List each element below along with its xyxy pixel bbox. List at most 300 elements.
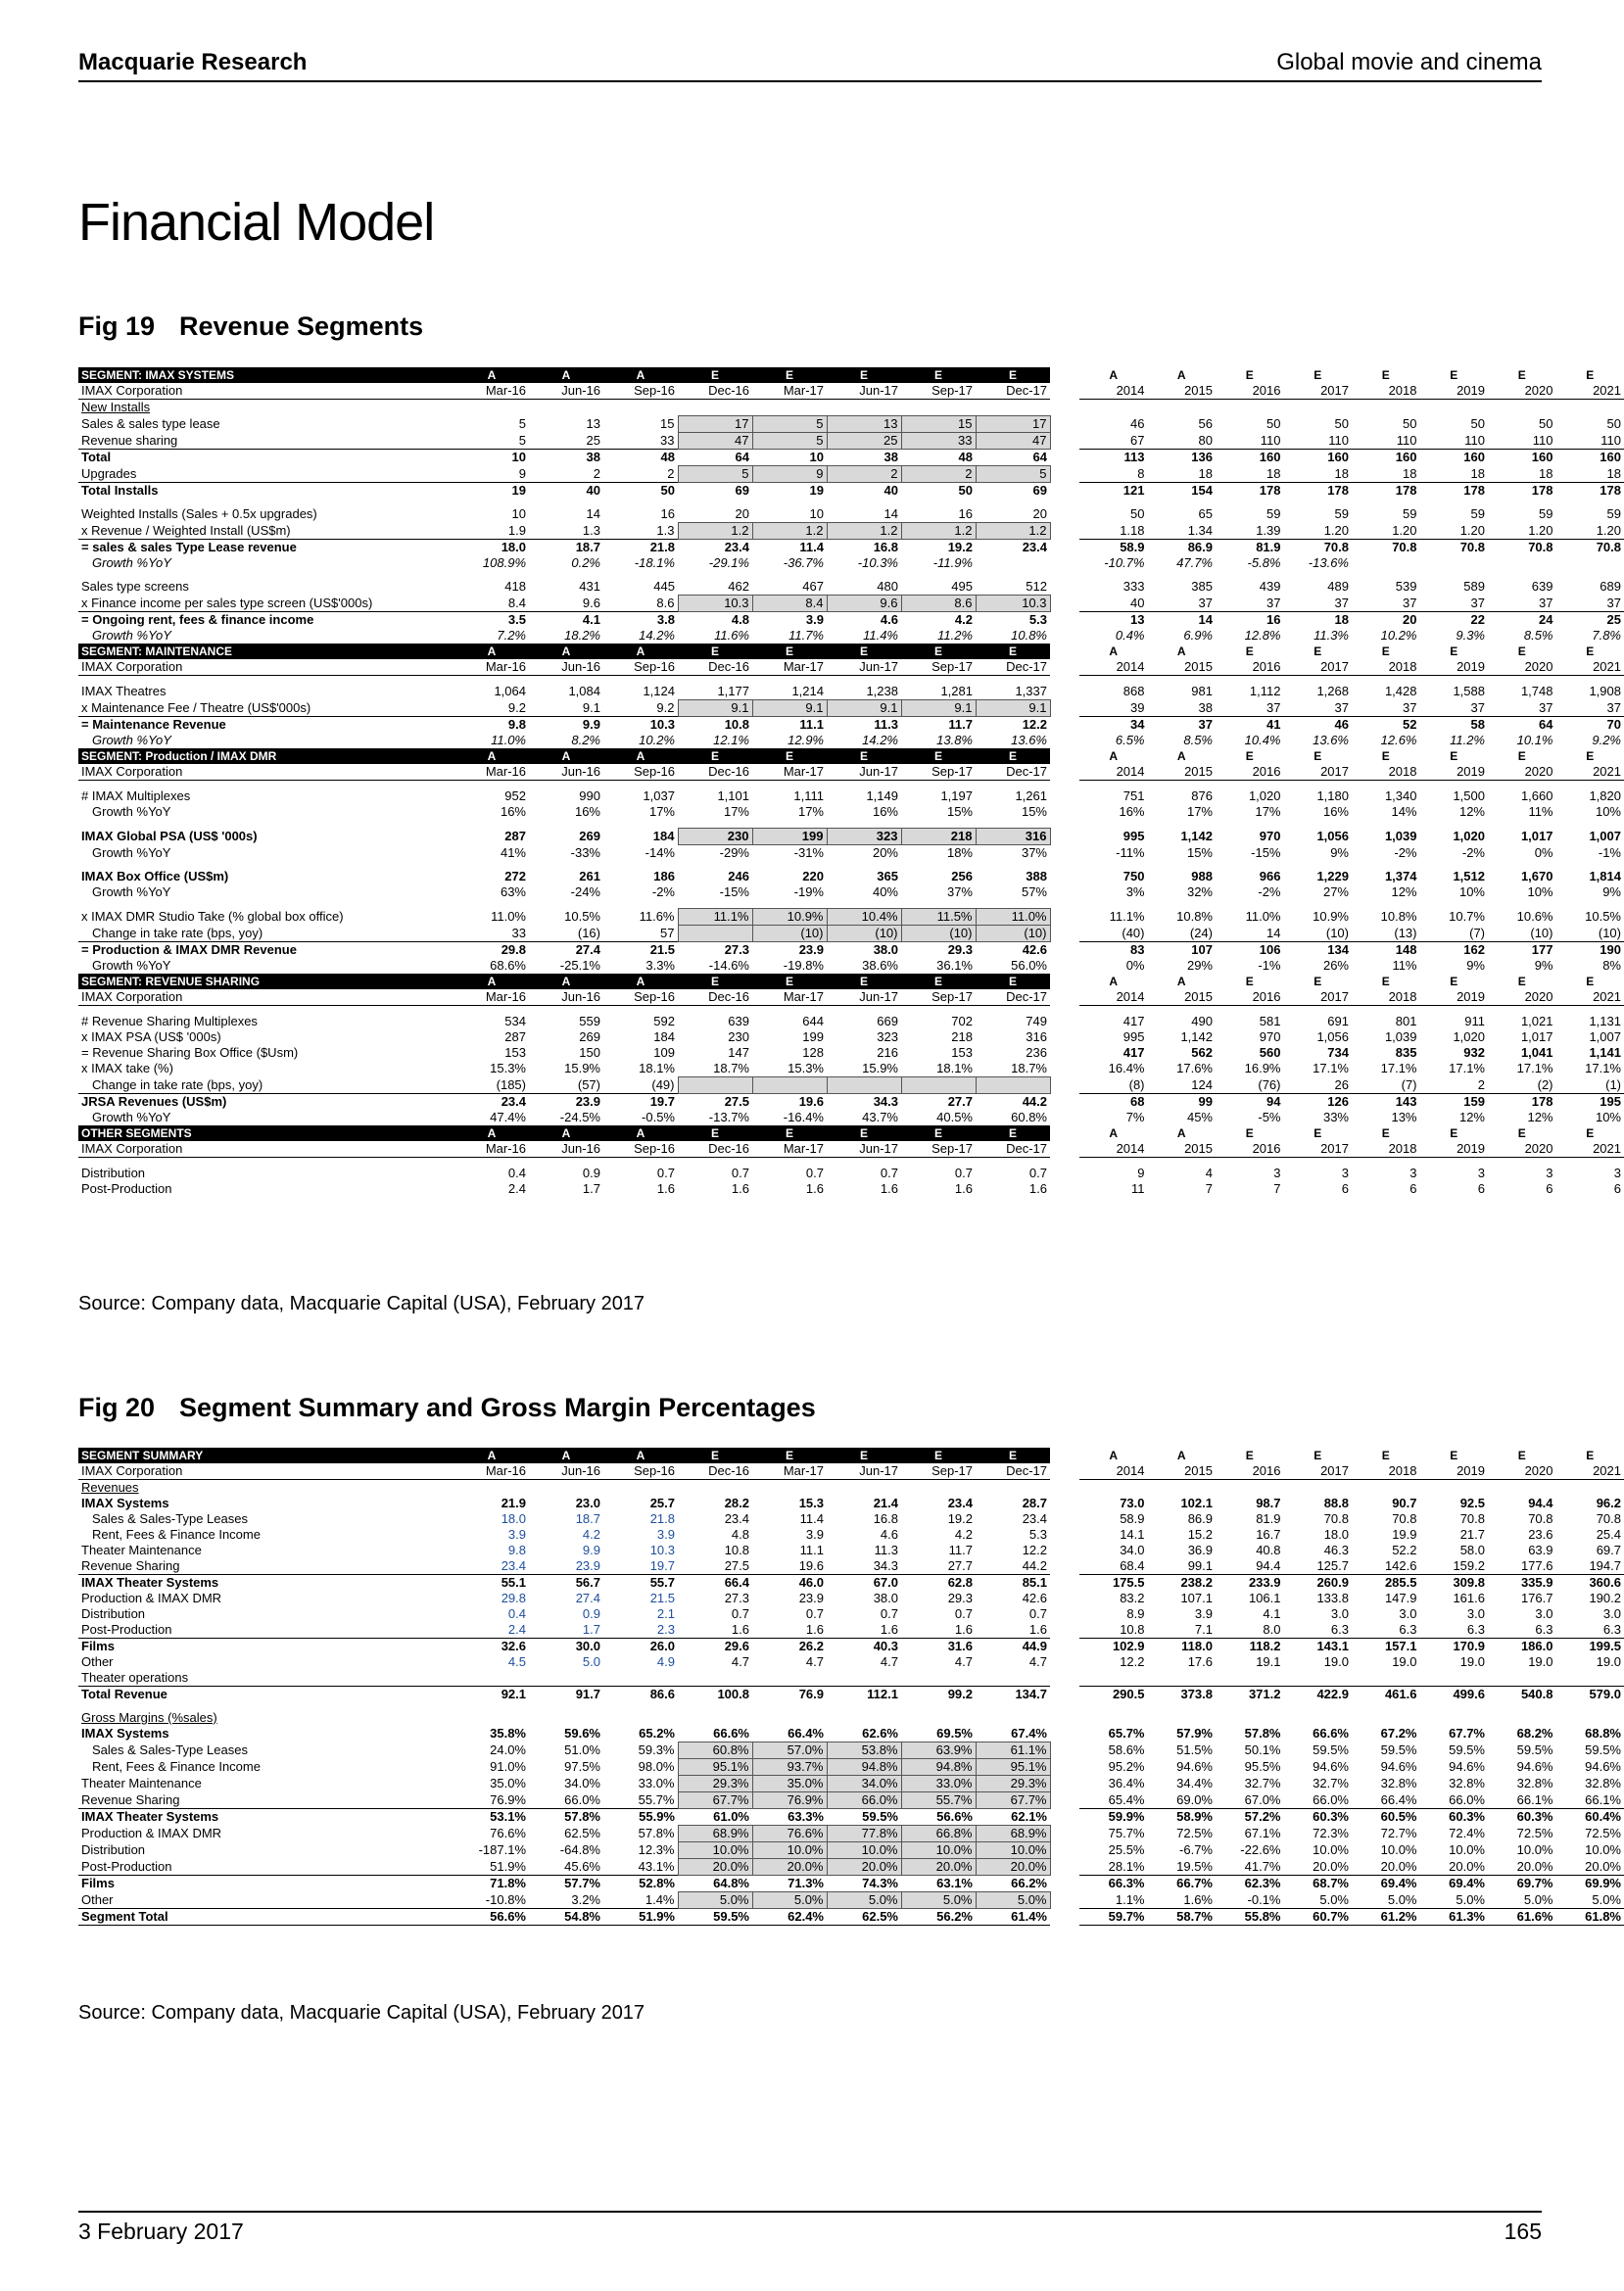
- row-label: Growth %YoY: [92, 1110, 171, 1124]
- year-value: 3%: [1125, 884, 1145, 899]
- quarter-value: (185): [496, 1076, 526, 1092]
- quarter-flag: A: [529, 1448, 603, 1463]
- quarter-value: 644: [802, 1014, 824, 1028]
- quarter-value: [752, 1480, 827, 1497]
- column-gap: [1050, 974, 1079, 989]
- quarter-header: Mar-16: [454, 989, 529, 1006]
- year-value: (24): [1189, 925, 1213, 940]
- quarter-value: 5: [518, 432, 526, 448]
- column-gap: [1050, 1125, 1079, 1141]
- year-header: 2016: [1216, 383, 1284, 400]
- year-value: 1,007: [1589, 829, 1621, 843]
- year-value: 14%: [1391, 804, 1417, 819]
- year-value: 3: [1409, 1166, 1417, 1180]
- year-value: [1284, 1670, 1353, 1687]
- year-value: 70.8: [1596, 1511, 1621, 1526]
- year-value: 10.0%: [1380, 1842, 1417, 1857]
- quarter-value: 69: [678, 483, 752, 500]
- year-flag: E: [1352, 748, 1420, 764]
- quarter-value: 16.8: [873, 1511, 898, 1526]
- table-row: [78, 1876, 1624, 1892]
- quarter-value: 34.3: [873, 1558, 898, 1573]
- year-value: [1352, 555, 1420, 571]
- year-value: 106: [1216, 942, 1284, 959]
- year-value: 51.5%: [1176, 1742, 1213, 1757]
- year-value: 9%: [1602, 884, 1621, 899]
- quarter-value: 11.0%: [976, 909, 1050, 926]
- quarter-value: 1.6: [954, 1622, 973, 1637]
- quarter-value: 25.7: [649, 1496, 675, 1510]
- year-value: 70.8: [1556, 540, 1624, 556]
- year-value: 20.0%: [1380, 1858, 1417, 1874]
- year-value: 579.0: [1556, 1687, 1624, 1703]
- quarter-value: 57.8%: [638, 1826, 675, 1840]
- quarter-value: 66.0%: [564, 1791, 600, 1807]
- quarter-value: 17%: [797, 804, 824, 819]
- table-row: [78, 483, 1624, 500]
- quarter-value: 36.1%: [936, 958, 973, 973]
- page-header: [78, 47, 1542, 82]
- quarter-flag: A: [529, 1125, 603, 1141]
- year-value: 154: [1148, 483, 1217, 500]
- quarter-value: 10.8: [724, 1543, 749, 1557]
- quarter-flag: A: [529, 748, 603, 764]
- quarter-value: 37%: [946, 884, 973, 899]
- year-value: 96.2: [1596, 1496, 1621, 1510]
- table-row: [78, 1670, 1624, 1687]
- year-value: 1,229: [1316, 869, 1349, 883]
- quarter-flag: E: [678, 974, 752, 989]
- quarter-value: 10.8%: [1011, 628, 1047, 643]
- year-value: 69.7: [1596, 1543, 1621, 1557]
- table-row: [78, 1742, 1624, 1759]
- quarter-value: 1.6: [805, 1622, 824, 1637]
- year-value: -1%: [1598, 844, 1621, 860]
- quarter-flag: A: [529, 367, 603, 383]
- year-value: 5.0%: [1319, 1891, 1349, 1907]
- year-value: 1,007: [1589, 1029, 1621, 1044]
- year-value: -15%: [1251, 844, 1281, 860]
- column-gap: [1050, 1639, 1079, 1655]
- year-header: 2018: [1352, 1463, 1420, 1480]
- quarter-value: 495: [951, 579, 973, 594]
- year-value: 186.0: [1488, 1639, 1556, 1655]
- year-value: 59.7%: [1079, 1909, 1148, 1926]
- quarter-value: 11.6%: [639, 909, 675, 924]
- year-value: [1216, 400, 1284, 416]
- quarter-value: 33: [901, 433, 976, 450]
- spacer: [78, 676, 1624, 685]
- column-gap: [1050, 400, 1079, 416]
- segment-summary-table: [78, 1448, 1624, 1926]
- quarter-value: 269: [579, 829, 600, 843]
- quarter-value: 8.4: [507, 595, 526, 610]
- column-gap: [1050, 1859, 1079, 1876]
- spacer: [78, 1158, 1624, 1167]
- quarter-value: 61.4%: [976, 1909, 1050, 1926]
- table-row: [78, 788, 1624, 804]
- quarter-value: 1.7: [582, 1181, 600, 1196]
- year-value: 1,142: [1180, 1029, 1213, 1044]
- year-value: 60.3%: [1420, 1809, 1489, 1826]
- quarter-flag: E: [827, 1125, 901, 1141]
- quarter-value: 24.0%: [490, 1742, 526, 1757]
- quarter-value: 20: [735, 506, 749, 521]
- quarter-value: 35.8%: [490, 1726, 526, 1742]
- quarter-header: Mar-17: [752, 659, 827, 676]
- quarter-header: Mar-17: [752, 1141, 827, 1158]
- quarter-header: Jun-17: [827, 989, 901, 1006]
- table-row: [78, 1029, 1624, 1045]
- quarter-value: 10.9%: [752, 909, 827, 926]
- year-value: 94.4: [1528, 1496, 1553, 1510]
- table-row: [78, 1654, 1624, 1670]
- quarter-value: 12.9%: [788, 733, 824, 747]
- year-value: [1352, 400, 1420, 416]
- quarter-value: -14.6%: [708, 958, 749, 973]
- quarter-value: 10.0%: [827, 1842, 901, 1859]
- quarter-value: 19: [752, 483, 827, 500]
- table-row: [78, 1842, 1624, 1859]
- year-value: 59.5%: [1449, 1742, 1485, 1757]
- year-value: 966: [1259, 869, 1281, 883]
- year-value: 162: [1420, 942, 1489, 959]
- column-gap: [1050, 909, 1079, 926]
- spacer: [78, 900, 1624, 909]
- quarter-value: 10.0%: [976, 1842, 1050, 1859]
- quarter-value: 10.4%: [827, 909, 901, 926]
- row-label: Revenue Sharing: [81, 1791, 180, 1807]
- year-value: 1,748: [1520, 684, 1553, 699]
- quarter-value: -14%: [645, 844, 675, 860]
- year-header: 2017: [1284, 764, 1353, 781]
- fig19-source: Source: Company data, Macquarie Capital (USA), February 2017: [78, 1293, 645, 1314]
- row-label: Total: [78, 450, 454, 466]
- year-value: 17.1%: [1380, 1061, 1417, 1076]
- year-value: 911: [1464, 1014, 1485, 1028]
- year-value: 107: [1148, 942, 1217, 959]
- year-value: 970: [1259, 1029, 1281, 1044]
- year-value: 67.0%: [1244, 1791, 1281, 1807]
- quarter-value: 38: [529, 450, 603, 466]
- table-row: [78, 1061, 1624, 1077]
- revenue-segments-table: [78, 367, 1624, 1197]
- quarter-header: Dec-17: [976, 1463, 1050, 1480]
- quarter-header: Sep-16: [603, 764, 678, 781]
- year-flag: E: [1420, 644, 1489, 659]
- year-value: 110: [1600, 432, 1621, 448]
- row-label: Growth %YoY: [92, 733, 171, 747]
- year-value: 175.5: [1079, 1575, 1148, 1592]
- year-value: 66.1%: [1585, 1791, 1621, 1807]
- year-header: 2017: [1284, 1463, 1353, 1480]
- year-value: 41: [1216, 717, 1284, 734]
- quarter-value: 56.6%: [901, 1809, 976, 1826]
- year-value: 0%: [1534, 844, 1553, 860]
- quarter-value: 134.7: [976, 1687, 1050, 1703]
- year-header: 2018: [1352, 659, 1420, 676]
- year-value: 1.1%: [1115, 1891, 1145, 1907]
- year-value: 37: [1606, 699, 1621, 715]
- year-value: 59.5%: [1516, 1742, 1553, 1757]
- column-gap: [1050, 1480, 1079, 1497]
- year-value: (13): [1394, 925, 1417, 940]
- quarter-value: 64: [976, 450, 1050, 466]
- quarter-value: [901, 1710, 976, 1726]
- year-value: 20: [1352, 612, 1420, 629]
- quarter-value: -31%: [793, 845, 824, 860]
- year-value: 11%: [1392, 958, 1417, 973]
- year-value: 1.20: [1528, 522, 1553, 538]
- table-row: [78, 579, 1624, 596]
- quarter-value: 5: [752, 416, 827, 433]
- year-flag: A: [1148, 974, 1217, 989]
- year-value: 6.3: [1602, 1622, 1621, 1637]
- table-row: [78, 1181, 1624, 1197]
- year-value: 121: [1079, 483, 1148, 500]
- year-value: 932: [1463, 1045, 1485, 1060]
- row-label: Growth %YoY: [92, 555, 171, 570]
- quarter-value: -33%: [570, 844, 600, 860]
- year-value: 13%: [1391, 1110, 1417, 1124]
- year-value: 176.7: [1520, 1591, 1553, 1605]
- column-gap: [1050, 1892, 1079, 1909]
- quarter-value: 18.7%: [713, 1061, 749, 1075]
- quarter-value: [827, 1077, 901, 1094]
- quarter-value: 41%: [500, 844, 526, 860]
- year-value: 8%: [1602, 958, 1621, 973]
- quarter-value: [901, 1077, 976, 1094]
- quarter-value: 33.0%: [901, 1776, 976, 1792]
- quarter-value: 32.6: [454, 1639, 529, 1655]
- row-label: IMAX Systems: [81, 1496, 169, 1510]
- quarter-value: 45.6%: [564, 1858, 600, 1874]
- section-header-row: [78, 1125, 1624, 1141]
- year-value: 110: [1396, 432, 1417, 448]
- quarter-value: 23.4: [454, 1094, 529, 1111]
- year-value: 970: [1259, 829, 1281, 843]
- quarter-value: 5: [518, 416, 526, 431]
- quarter-value: [752, 1077, 827, 1094]
- quarter-value: 184: [653, 1029, 675, 1044]
- year-value: 25.5%: [1108, 1842, 1145, 1857]
- quarter-flag: A: [603, 1448, 678, 1463]
- quarter-value: 4.5: [507, 1654, 526, 1669]
- table-row: [78, 926, 1624, 942]
- quarter-header: Mar-17: [752, 764, 827, 781]
- year-value: 118.2: [1216, 1639, 1284, 1655]
- year-value: 20.0%: [1313, 1858, 1349, 1874]
- quarter-value: 40: [827, 483, 901, 500]
- quarter-flag: A: [603, 367, 678, 383]
- quarter-header: Mar-17: [752, 1463, 827, 1480]
- quarter-value: 9.9: [529, 717, 603, 734]
- year-value: 1,588: [1453, 684, 1485, 699]
- year-value: 6: [1477, 1181, 1485, 1196]
- row-label: IMAX Theatres: [81, 684, 167, 699]
- year-value: 61.3%: [1420, 1909, 1489, 1926]
- year-value: 3.0: [1399, 1606, 1417, 1621]
- quarter-value: 1,101: [717, 788, 749, 803]
- column-gap: [1050, 628, 1079, 644]
- company-name: IMAX Corporation: [78, 1463, 454, 1480]
- quarter-value: [603, 1710, 678, 1726]
- year-value: 19.1: [1256, 1654, 1281, 1669]
- year-value: 99.1: [1187, 1558, 1213, 1573]
- quarter-value: 40.5%: [936, 1110, 973, 1124]
- year-value: 66.3%: [1079, 1876, 1148, 1892]
- quarter-value: 63.9%: [901, 1742, 976, 1759]
- year-value: (10): [1530, 925, 1553, 940]
- year-value: 2: [1477, 1076, 1485, 1092]
- quarter-value: 7.2%: [497, 628, 526, 643]
- quarter-value: 10.0%: [678, 1842, 752, 1859]
- quarter-value: 1.6: [731, 1181, 749, 1196]
- spacer: [78, 820, 1624, 829]
- quarter-value: -24%: [570, 884, 600, 899]
- year-value: 157.1: [1352, 1639, 1420, 1655]
- year-header: 2015: [1148, 383, 1217, 400]
- spacer: [78, 1702, 1624, 1710]
- year-value: 17.1%: [1313, 1061, 1349, 1076]
- quarter-header: Sep-17: [901, 764, 976, 781]
- quarter-flag: E: [678, 1125, 752, 1141]
- quarter-value: 51.9%: [603, 1909, 678, 1926]
- quarter-value: 60.8%: [1011, 1110, 1047, 1124]
- year-value: 37: [1198, 595, 1213, 610]
- quarter-header: Mar-17: [752, 989, 827, 1006]
- year-value: 1,670: [1520, 869, 1553, 883]
- year-value: 1,180: [1316, 788, 1349, 803]
- quarter-value: 64.8%: [678, 1876, 752, 1892]
- quarter-value: 5: [752, 433, 827, 450]
- row-label: Other: [81, 1891, 114, 1907]
- year-value: 18: [1470, 465, 1485, 481]
- column-gap: [1050, 1014, 1079, 1029]
- section-header-row: [78, 974, 1624, 989]
- quarter-value: 59.6%: [564, 1726, 600, 1742]
- quarter-header: Jun-16: [529, 989, 603, 1006]
- spacer-row: [78, 900, 1624, 909]
- quarter-value: 51.0%: [564, 1742, 600, 1757]
- year-flag: E: [1352, 974, 1420, 989]
- row-label: x IMAX PSA (US$ '000s): [81, 1029, 221, 1044]
- year-header: 2016: [1216, 1463, 1284, 1480]
- quarter-value: 3.5: [454, 612, 529, 629]
- quarter-value: 18.7: [575, 1511, 600, 1526]
- year-value: 148: [1352, 942, 1420, 959]
- row-label: Other: [81, 1654, 114, 1669]
- table-row: [78, 1527, 1624, 1543]
- quarter-value: 18.0: [454, 540, 529, 556]
- quarter-value: (10): [827, 926, 901, 942]
- quarter-flag: E: [901, 1448, 976, 1463]
- year-value: 68: [1079, 1094, 1148, 1111]
- year-flag: E: [1488, 748, 1556, 764]
- year-value: 13: [1079, 612, 1148, 629]
- year-value: 178: [1420, 483, 1489, 500]
- quarter-value: 480: [877, 579, 898, 594]
- year-value: 10.8: [1120, 1622, 1145, 1637]
- fig19-title: Revenue Segments: [179, 311, 424, 341]
- year-value: 417: [1122, 1045, 1145, 1060]
- row-label: JRSA Revenues (US$m): [78, 1094, 454, 1111]
- quarter-value: 9.9: [582, 1543, 600, 1557]
- quarter-value: 66.6%: [713, 1726, 749, 1741]
- row-label: Theater operations: [81, 1670, 189, 1685]
- row-label: # Revenue Sharing Multiplexes: [81, 1014, 258, 1028]
- year-value: 17.1%: [1516, 1061, 1553, 1076]
- row-label: Change in take rate (bps, yoy): [92, 1076, 263, 1092]
- year-value: 1,374: [1384, 869, 1417, 883]
- year-value: 60.3%: [1284, 1809, 1353, 1826]
- section-label: SEGMENT: Production / IMAX DMR: [78, 748, 454, 764]
- quarter-header: Dec-16: [678, 764, 752, 781]
- quarter-value: 19.6: [798, 1558, 824, 1573]
- year-value: 12.2: [1120, 1654, 1145, 1669]
- quarter-value: 48: [603, 450, 678, 466]
- quarter-value: [529, 1480, 603, 1497]
- quarter-value: 4.6: [880, 1527, 898, 1542]
- table-row: [78, 555, 1624, 571]
- quarter-flag: A: [454, 1125, 529, 1141]
- year-flag: E: [1556, 974, 1624, 989]
- year-value: 0.4%: [1115, 628, 1145, 643]
- year-value: -2%: [1258, 884, 1281, 899]
- quarter-value: 92.1: [454, 1687, 529, 1703]
- year-flag: E: [1488, 1448, 1556, 1463]
- row-label: x IMAX take (%): [81, 1061, 173, 1076]
- spacer: [78, 861, 1624, 869]
- column-gap: [1050, 596, 1079, 612]
- quarter-value: 29.3%: [976, 1776, 1050, 1792]
- year-value: 67: [1130, 432, 1145, 448]
- year-header: 2019: [1420, 1141, 1489, 1158]
- year-value: 238.2: [1148, 1575, 1217, 1592]
- quarter-value: 61.0%: [678, 1809, 752, 1826]
- quarter-value: 55.1: [454, 1575, 529, 1592]
- year-value: 20.0%: [1516, 1858, 1553, 1874]
- quarter-value: 23.9: [752, 942, 827, 959]
- year-value: 143: [1352, 1094, 1420, 1111]
- quarter-value: -25.1%: [559, 958, 600, 973]
- quarter-value: 62.6%: [862, 1726, 898, 1741]
- year-value: 3: [1546, 1166, 1553, 1180]
- year-value: [1216, 1670, 1284, 1687]
- row-label: Segment Total: [78, 1909, 454, 1926]
- year-header: 2019: [1420, 659, 1489, 676]
- row-label: x Maintenance Fee / Theatre (US$'000s): [81, 699, 311, 715]
- year-flag: E: [1420, 1125, 1489, 1141]
- quarter-value: 23.0: [575, 1496, 600, 1510]
- row-label: IMAX Box Office (US$m): [81, 869, 229, 883]
- column-gap: [1050, 1527, 1079, 1543]
- year-value: 8.5%: [1183, 733, 1213, 747]
- table-row: [78, 1776, 1624, 1792]
- year-value: (10): [1325, 925, 1349, 940]
- year-value: -10.7%: [1104, 555, 1145, 570]
- year-value: 1.20: [1459, 522, 1485, 538]
- quarter-header: Sep-16: [603, 1463, 678, 1480]
- year-value: 1,041: [1520, 1045, 1553, 1060]
- quarter-value: 9: [752, 466, 827, 483]
- quarter-value: 0.7: [880, 1606, 898, 1621]
- year-header: 2015: [1148, 1141, 1217, 1158]
- quarter-header: Dec-17: [976, 764, 1050, 781]
- year-header: 2014: [1079, 383, 1148, 400]
- year-value: 178: [1216, 483, 1284, 500]
- quarter-value: (16): [577, 925, 600, 940]
